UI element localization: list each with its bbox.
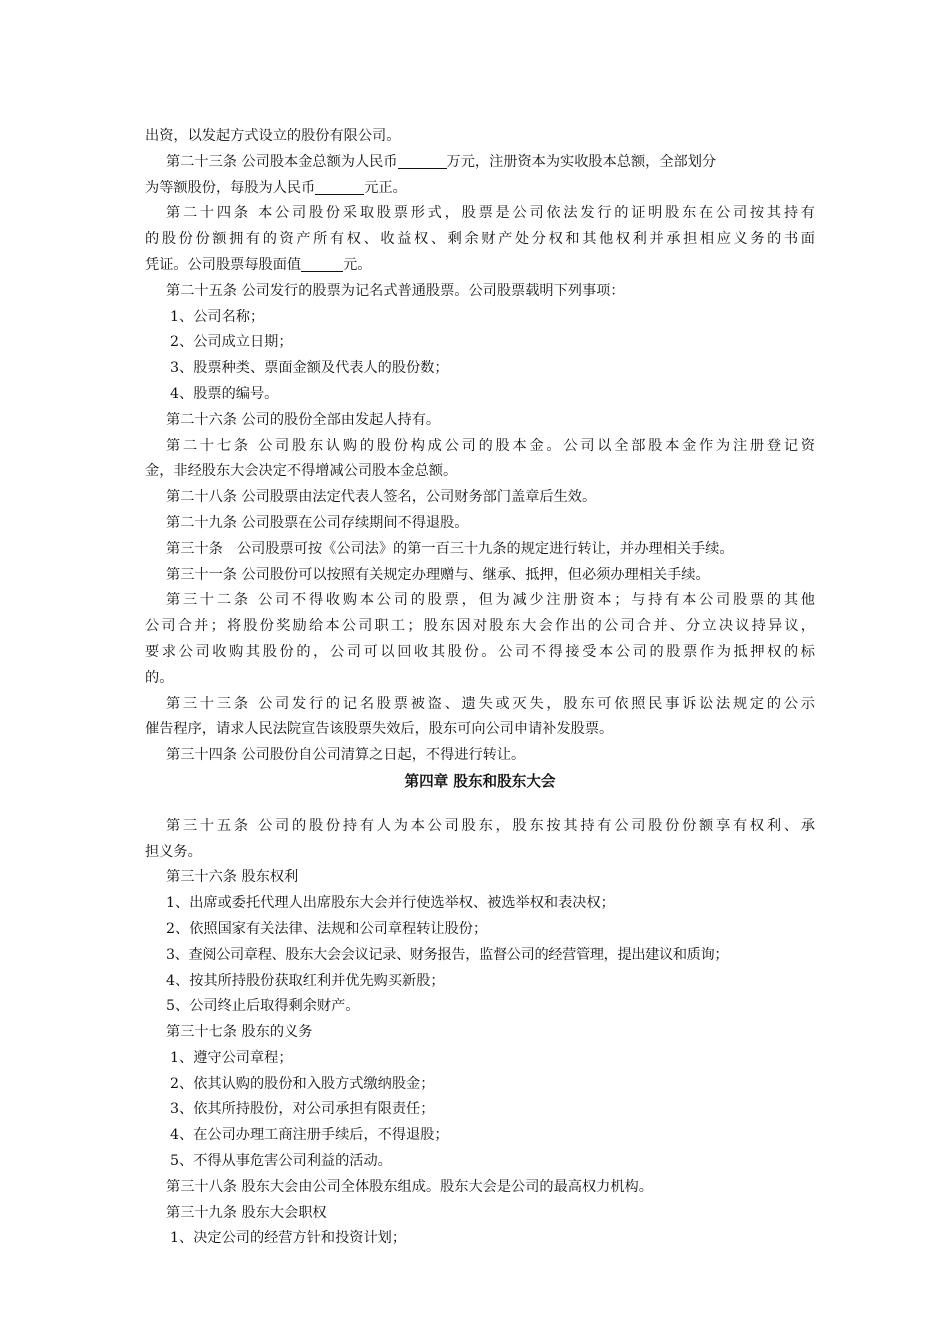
article-31-line: 第三十一条 公司股份可以按照有关规定办理赠与、继承、抵押，但必须办理相关手续。	[166, 566, 710, 583]
list-item: 1、决定公司的经营方针和投资计划；	[170, 1230, 407, 1247]
list-item: 4、按其所持股份获取红利并优先购买新股；	[166, 972, 445, 989]
article-36-line: 第三十六条 股东权利	[166, 869, 299, 886]
article-33-line-2: 催告程序，请求人民法院宣告该股票失效后，股东可向公司申请补发股票。	[145, 721, 614, 738]
article-24-line-3: 凭证。公司股票每股面值 元。	[145, 256, 372, 273]
amount-blank	[398, 152, 447, 169]
article-32-line-3: 要求公司收购其股份的，公司可以回收其股份。公司不得接受本公司的股票作为抵押权的标	[145, 643, 815, 660]
list-item: 2、公司成立日期；	[170, 334, 293, 351]
article-28-line: 第二十八条 公司股票由法定代表人签名，公司财务部门盖章后生效。	[166, 489, 597, 506]
list-item: 3、股票种类、票面金额及代表人的股份数；	[170, 360, 449, 377]
paragraph-line: 出资，以发起方式设立的股份有限公司。	[145, 128, 401, 144]
article-33-line: 第三十三条 公司发行的记名股票被盗、遗失或灭失，股东可依照民事诉讼法规定的公示	[166, 695, 815, 712]
article-35-line: 第三十五条 公司的股份持有人为本公司股东，股东按其持有公司股份份额享有权利、承	[166, 817, 815, 834]
list-item: 1、公司名称；	[170, 308, 265, 325]
article-35-line-2: 担义务。	[145, 843, 202, 860]
list-item: 2、依照国家有关法律、法规和公司章程转让股份；	[166, 920, 488, 937]
document-page	[145, 124, 815, 1252]
list-item: 5、公司终止后取得剩余财产。	[166, 998, 360, 1015]
chapter-heading: 第四章 股东和股东大会	[404, 772, 556, 790]
list-item: 1、出席或委托代理人出席股东大会并行使选举权、被选举权和表决权；	[166, 895, 615, 912]
article-32-line: 第三十二条 公司不得收购本公司的股票，但为减少注册资本；与持有本公司股票的其他	[166, 592, 815, 609]
article-32-line-4: 的。	[145, 669, 174, 686]
article-27-line: 第二十七条 公司股东认购的股份构成公司的股本金。公司以全部股本金作为注册登记资	[166, 437, 815, 454]
article-38-line: 第三十八条 股东大会由公司全体股东组成。股东大会是公司的最高权力机构。	[166, 1178, 653, 1195]
list-item: 3、依其所持股份，对公司承担有限责任；	[170, 1101, 435, 1118]
par-value-blank	[301, 255, 343, 272]
article-26-line: 第二十六条 公司的股份全部由发起人持有。	[166, 411, 441, 428]
article-25-line: 第二十五条 公司发行的股票为记名式普通股票。公司股票载明下列事项：	[166, 282, 625, 299]
article-37-line: 第三十七条 股东的义务	[166, 1024, 313, 1041]
article-23-line: 第二十三条 公司股本金总额为人民币 万元，注册资本为实收股本总额，全部划分	[166, 153, 717, 170]
list-item: 4、股票的编号。	[170, 385, 279, 402]
article-34-line: 第三十四条 公司股份自公司清算之日起，不得进行转让。	[166, 747, 526, 764]
article-27-line-2: 金，非经股东大会决定不得增减公司股本金总额。	[145, 463, 458, 480]
article-24-line-2: 的股份份额拥有的资产所有权、收益权、剩余财产处分权和其他权利并承担相应义务的书面	[145, 231, 815, 248]
spacer	[145, 795, 815, 814]
list-item: 2、依其认购的股份和入股方式缴纳股金；	[170, 1075, 435, 1092]
list-item: 5、不得从事危害公司利益的活动。	[170, 1153, 392, 1170]
list-item: 3、查阅公司章程、股东大会会议记录、财务报告，监督公司的经营管理，提出建议和质询；	[166, 946, 729, 963]
article-24-line: 第二十四条 本公司股份采取股票形式，股票是公司依法发行的证明股东在公司按其持有	[166, 205, 815, 222]
article-32-line-2: 公司合并；将股份奖励给本公司职工；股东因对股东大会作出的公司合并、分立决议持异议，	[145, 618, 815, 635]
list-item: 4、在公司办理工商注册手续后，不得退股；	[170, 1127, 449, 1144]
article-39-line: 第三十九条 股东大会职权	[166, 1204, 327, 1221]
share-price-blank	[315, 178, 364, 195]
article-29-line: 第二十九条 公司股票在公司存续期间不得退股。	[166, 514, 469, 531]
list-item: 1、遵守公司章程；	[170, 1049, 293, 1066]
article-23-line-2: 为等额股份，每股为人民币 元正。	[145, 179, 407, 196]
article-30-line: 第三十条 公司股票可按《公司法》的第一百三十九条的规定进行转让，并办理相关手续。	[166, 540, 734, 557]
